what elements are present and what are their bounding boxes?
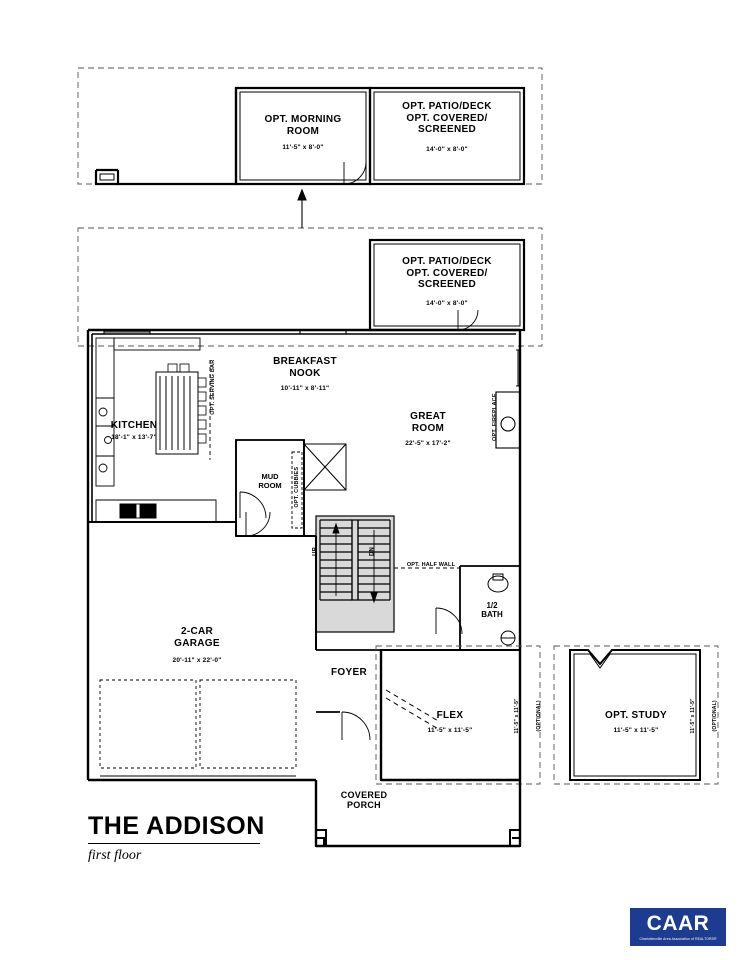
room-dim-opt-patio-deck-upper: 14'-0" x 8'-0" [426, 146, 468, 153]
room-dim-kitchen: 18'-1" x 13'-7" [111, 434, 157, 441]
room-label-kitchen: KITCHEN [110, 420, 158, 431]
annotation-flex-optional-2: (OPTIONAL) [712, 700, 719, 732]
annotation-flex-optional-1: (OPTIONAL) [536, 700, 543, 732]
annotation-flex-dim-vert: 11'-5" x 11'-5" [514, 698, 521, 734]
patio-lower-line1: OPT. PATIO/DECK [402, 256, 492, 267]
room-dim-flex: 11'-5" x 11'-5" [427, 727, 473, 734]
room-label-opt-patio-deck-lower [370, 256, 524, 291]
title-block [88, 812, 338, 864]
patio-upper-line3: SCREENED [418, 124, 476, 135]
floor-subtitle: first floor [88, 848, 142, 863]
room-label-half-bath [468, 601, 516, 619]
annotation-study-dim-vert: 11'-5" x 11'-5" [690, 698, 697, 734]
annotation-dn-label: DN [369, 546, 376, 556]
mud-room-line1: MUD [261, 472, 279, 481]
opt-morning-room-line1: OPT. MORNING [264, 114, 342, 125]
room-label-foyer: FOYER [331, 667, 367, 678]
half-bath-line2: BATH [481, 610, 503, 620]
annotation-opt-cubbies: OPT. CUBBIES [293, 466, 300, 508]
opt-morning-room-line2: ROOM [286, 125, 320, 137]
garage-line2: GARAGE [174, 637, 220, 649]
room-label-opt-patio-deck-upper [370, 101, 524, 136]
stairs [316, 516, 394, 632]
garage-line1: 2-CAR [180, 626, 214, 637]
annotation-up-label: UP [312, 547, 319, 556]
great-room-line2: ROOM [411, 422, 445, 434]
title-divider [88, 843, 260, 844]
covered-porch-line2: PORCH [346, 800, 381, 811]
room-label-flex: FLEX [436, 710, 464, 721]
annotation-opt-serving-bar: OPT. SERVING BAR [209, 359, 216, 415]
patio-upper-line1: OPT. PATIO/DECK [402, 101, 492, 112]
breakfast-nook-line2: NOOK [289, 367, 321, 379]
room-dim-opt-patio-deck-lower: 14'-0" x 8'-0" [426, 300, 468, 307]
room-label-breakfast-nook [238, 356, 372, 379]
room-dim-opt-study: 11'-5" x 11'-5" [613, 727, 659, 734]
room-label-garage [142, 626, 252, 649]
room-dim-great-room: 22'-5" x 17'-2" [405, 440, 451, 447]
room-dim-opt-morning-room: 11'-5" x 8'-0" [282, 144, 324, 151]
caar-logo [630, 908, 726, 946]
covered-porch-line1: COVERED [340, 790, 388, 800]
room-label-great-room [380, 411, 476, 434]
caar-logo-tagline: Charlottesville Area Association of REALTORS® [639, 937, 717, 941]
half-bath-line1: 1/2 [486, 601, 498, 610]
patio-lower-line2: OPT. COVERED/ [406, 267, 488, 279]
room-dim-garage: 20'-11" x 22'-0" [172, 657, 222, 664]
great-room-line1: GREAT [410, 411, 446, 422]
annotation-opt-half-wall: OPT. HALF WALL [406, 562, 456, 568]
page-title: THE ADDISON [88, 812, 265, 840]
caar-logo-text: CAAR [646, 912, 710, 935]
breakfast-nook-line1: BREAKFAST [273, 356, 337, 367]
annotation-opt-fireplace: OPT. FIREPLACE [491, 393, 498, 442]
room-label-opt-morning-room [236, 114, 370, 137]
patio-upper-line2: OPT. COVERED/ [406, 112, 488, 124]
room-label-mud-room [244, 473, 296, 490]
mud-room-line2: ROOM [258, 480, 282, 490]
room-label-opt-study: OPT. STUDY [605, 710, 667, 721]
room-label-covered-porch [318, 790, 410, 811]
patio-lower-line3: SCREENED [418, 279, 476, 290]
room-dim-breakfast-nook: 10'-11" x 8'-11" [280, 385, 330, 392]
